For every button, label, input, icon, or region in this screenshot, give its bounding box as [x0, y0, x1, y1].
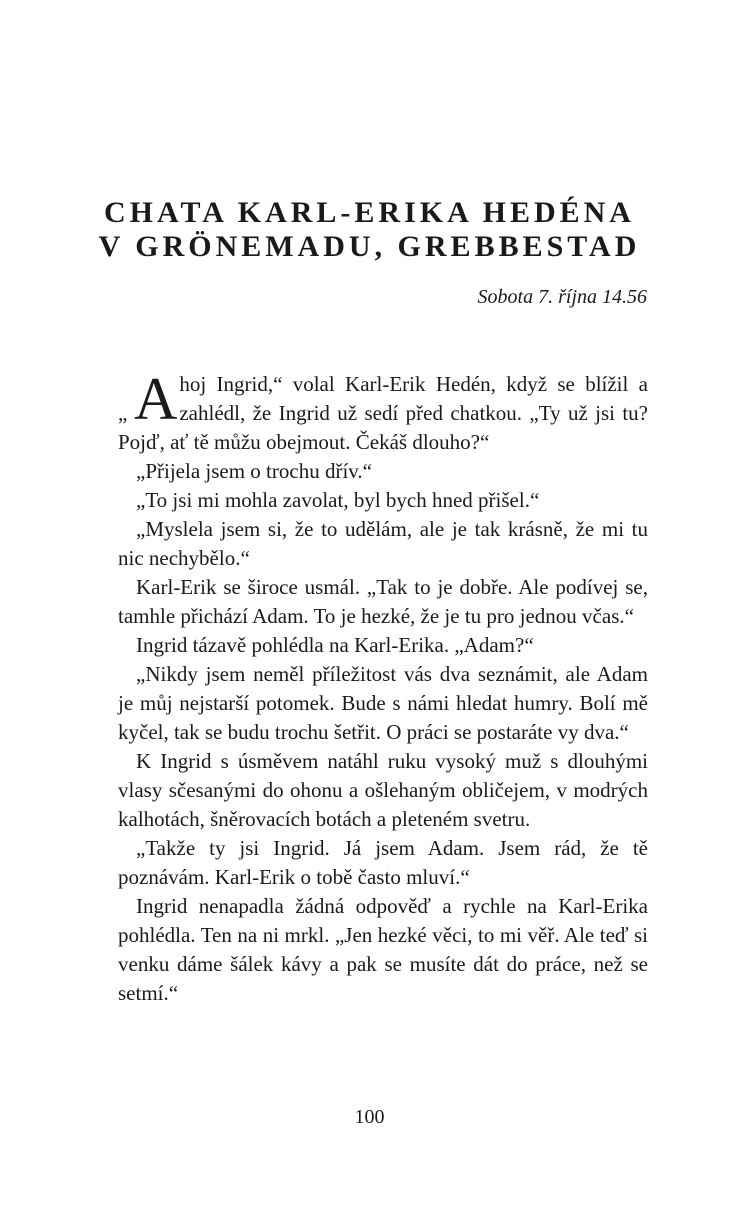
date-time-line: Sobota 7. října 14.56	[477, 286, 647, 308]
paragraph: „Nikdy jsem neměl příležitost vás dva seznámit, ale Adam je můj nejstarší potomek. Bude s námi hledat humry. Bolí mě kyčel, tak se budu trochu šetřit. O práci se postaráte vy dva.“	[118, 662, 648, 744]
drop-cap: A	[134, 366, 178, 432]
opening-quote-mark: „	[118, 401, 128, 425]
paragraph: „Přijela jsem o trochu dřív.“	[136, 459, 372, 483]
body-text	[118, 366, 648, 1008]
paragraph: „To jsi mi mohla zavolat, byl bych hned přišel.“	[136, 488, 540, 512]
paragraph: „Myslela jsem si, že to udělám, ale je tak krásně, že mi tu nic nechybělo.“	[118, 517, 648, 570]
page-number: 100	[354, 1106, 385, 1128]
paragraph: Ingrid nenapadla žádná odpověď a rychle na Karl-Erika pohlédla. Ten na ni mrkl. „Jen hezké věci, to mi věř. Ale teď si venku dáme šálek kávy a pak se musíte dát do práce, než se setmí.“	[118, 894, 648, 1005]
paragraph-first	[118, 366, 648, 457]
paragraph: K Ingrid s úsměvem natáhl ruku vysoký muž s dlouhými vlasy sčesanými do ohonu a ošlehaným obličejem, v modrých kalhotách, šněrovacích botách a pleteném svetru.	[118, 749, 648, 831]
paragraph-text: hoj Ingrid,“ volal Karl-Erik Hedén, když se blížil a zahlédl, že Ingrid už sedí před chatkou. „Ty už jsi tu? Pojď, ať tě můžu obejmout. Čekáš dlouho?“	[118, 372, 648, 454]
paragraph: „Takže ty jsi Ingrid. Já jsem Adam. Jsem rád, že tě poznávám. Karl-Erik o tobě často mluví.“	[118, 836, 648, 889]
paragraph: Karl-Erik se široce usmál. „Tak to je dobře. Ale podívej se, tamhle přichází Adam. To je hezké, že je tu pro jednou včas.“	[118, 575, 648, 628]
paragraph: Ingrid tázavě pohlédla na Karl-Erika. „Adam?“	[136, 633, 534, 657]
chapter-title-line-1: CHATA KARL-ERIKA HEDÉNA	[104, 196, 635, 229]
chapter-title	[0, 196, 739, 264]
chapter-title-line-2: V GRÖNEMADU, GREBBESTAD	[98, 230, 641, 263]
